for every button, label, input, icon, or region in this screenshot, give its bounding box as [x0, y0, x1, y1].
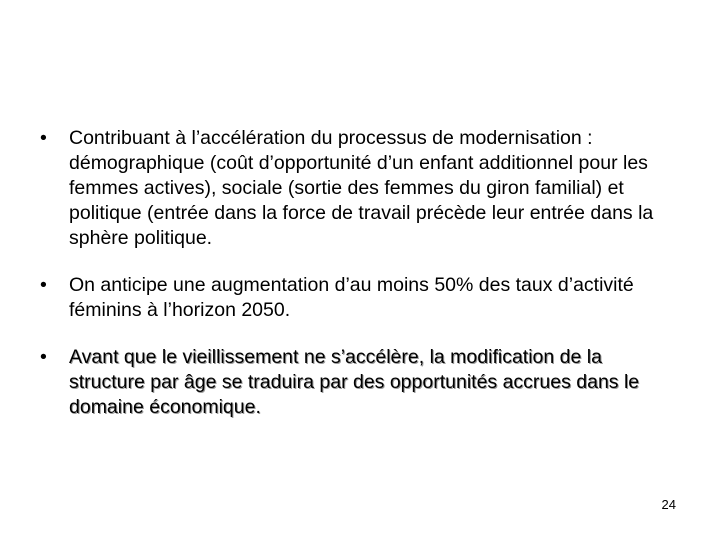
bullet-list [40, 126, 680, 420]
bullet-text: Contribuant à l’accélération du processus de modernisation : démographique (coût d’opportunité d’un enfant additionnel pour les femmes actives), sociale (sortie des femmes du giron familial) et politique (entrée dans la force de travail précède leur entrée dans la sphère politique. [69, 127, 654, 249]
bullet-text: On anticipe une augmentation d’au moins 50% des taux d’activité féminins à l’horizon 2050. [69, 274, 634, 321]
bullet-item-taux-activite [40, 273, 680, 323]
bullet-text: Avant que le vieillissement ne s’accélère, la modification de la structure par âge se traduira par des opportunités accrues dans le domaine économique. [69, 346, 640, 418]
bullet-item-vieillissement [40, 345, 680, 420]
bullet-marker: • [40, 127, 47, 149]
bullet-marker: • [40, 346, 47, 368]
bullet-item-modernisation [40, 126, 680, 251]
page-number: 24 [661, 497, 676, 512]
bullet-marker: • [40, 274, 47, 296]
